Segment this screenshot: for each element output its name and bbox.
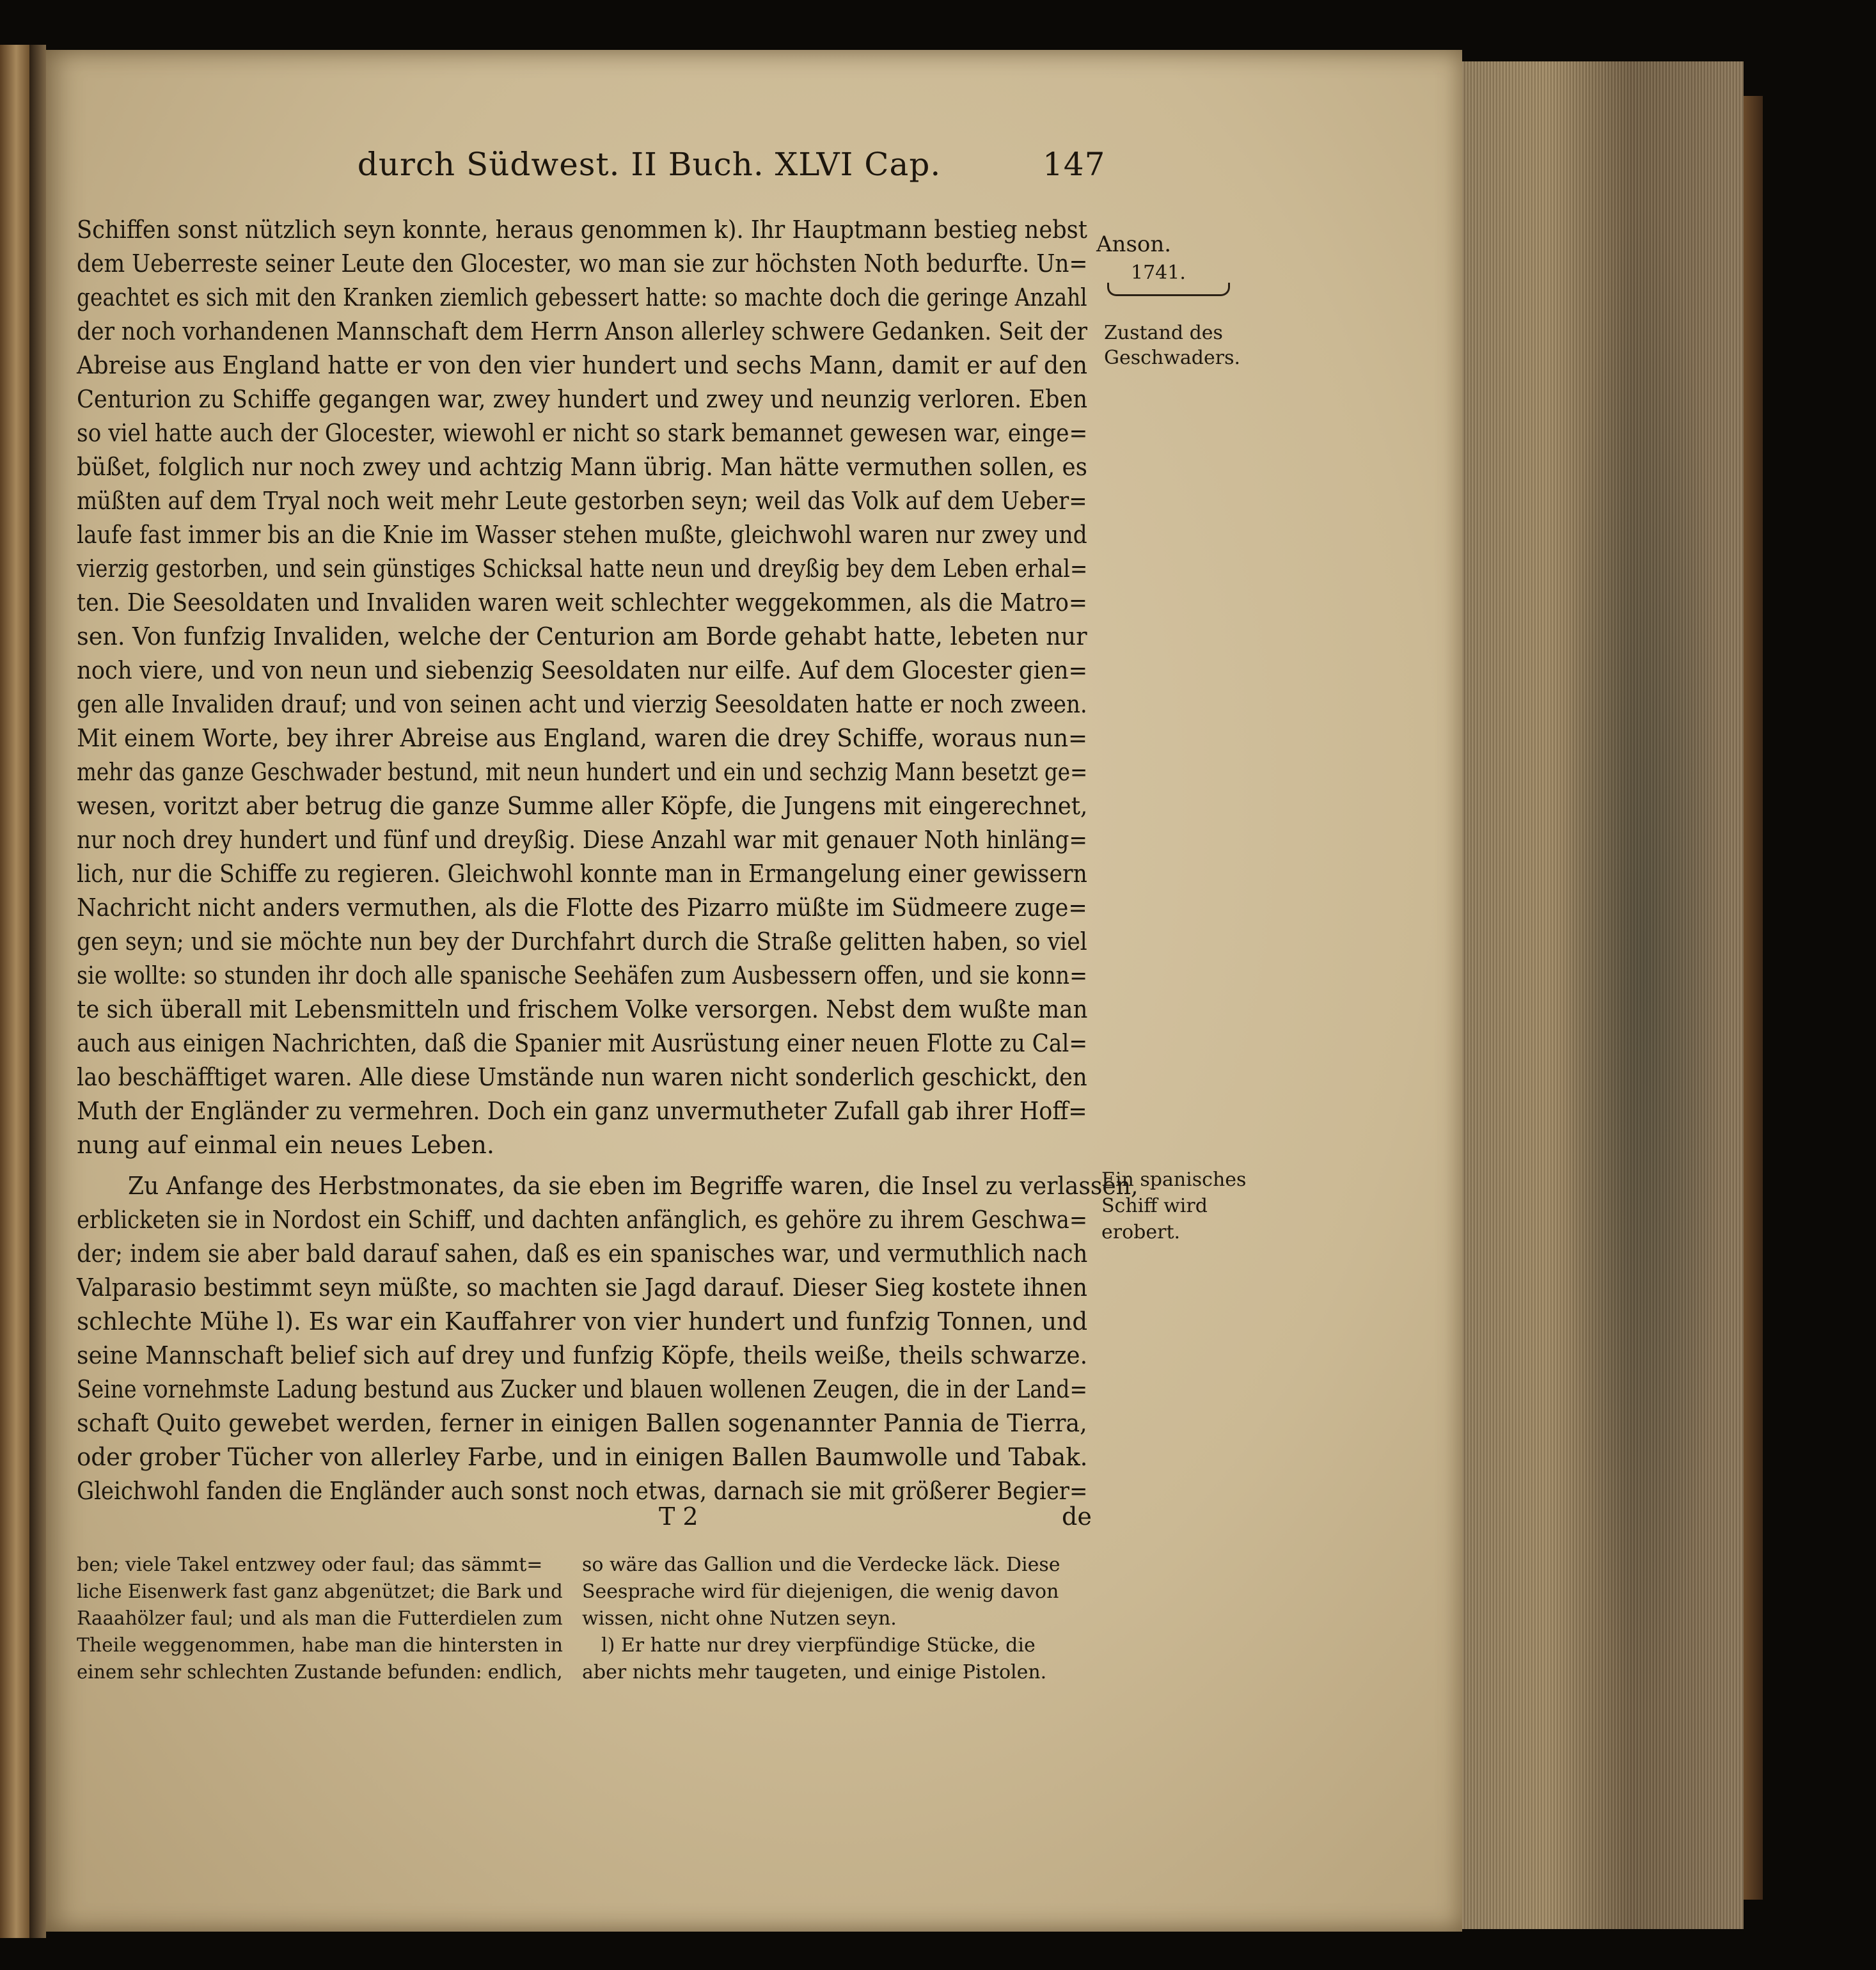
- body-line: vierzig gestorben, und sein günstiges Schicksal hatte neun und dreyßig bey dem Leben erhal=: [77, 555, 1088, 583]
- body-line: ten. Die Seesoldaten und Invaliden waren weit schlechter weggekommen, als die Matro=: [77, 588, 1088, 617]
- margin-note-spanisches: Ein spanisches: [1101, 1169, 1247, 1191]
- body-line: gen seyn; und sie möchte nun bey der Durchfahrt durch die Straße gelitten haben, so viel: [77, 927, 1087, 956]
- body-line: der noch vorhandenen Mannschaft dem Herrn Anson allerley schwere Gedanken. Seit der: [77, 317, 1088, 345]
- body-line: der; indem sie aber bald darauf sahen, daß es ein spanisches war, und vermuthlich nach: [77, 1240, 1088, 1268]
- previous-page-edge: [0, 45, 29, 1938]
- footnote-line: wissen, nicht ohne Nutzen seyn.: [582, 1607, 897, 1630]
- body-line: büßet, folglich nur noch zwey und achtzig Mann übrig. Man hätte vermuthen sollen, es: [77, 453, 1087, 481]
- body-line: Muth der Engländer zu vermehren. Doch ein ganz unvermutheter Zufall gab ihrer Hoff=: [77, 1097, 1087, 1125]
- body-line: erblicketen sie in Nordost ein Schiff, und dachten anfänglich, es gehöre zu ihrem Geschwa=: [77, 1206, 1088, 1234]
- body-line: Seine vornehmste Ladung bestund aus Zucker und blauen wollenen Zeugen, die in der Land=: [77, 1375, 1088, 1403]
- footnote-line: aber nichts mehr taugeten, und einige Pistolen.: [582, 1661, 1047, 1683]
- footnote-line: so wäre das Gallion und die Verdecke läck. Diese: [582, 1554, 1060, 1576]
- margin-note-year: 1741.: [1131, 262, 1186, 284]
- body-line: Nachricht nicht anders vermuthen, als die Flotte des Pizarro müßte im Südmeere zuge=: [77, 894, 1087, 922]
- body-line: sen. Von funfzig Invaliden, welche der Centurion am Borde gehabt hatte, lebeten nur: [77, 622, 1087, 650]
- body-line: gen alle Invaliden drauf; und von seinen acht und vierzig Seesoldaten hatte er noch zween.: [77, 690, 1087, 718]
- body-line: te sich überall mit Lebensmitteln und frischem Volke versorgen. Nebst dem wußte man: [77, 995, 1088, 1023]
- body-line: so viel hatte auch der Glocester, wiewohl er nicht so stark bemannet gewesen war, einge=: [77, 419, 1088, 447]
- margin-note-schiff: Schiff wird: [1101, 1195, 1208, 1217]
- running-title: durch Südwest. II Buch. XLVI Cap.: [357, 146, 942, 183]
- body-line: mehr das ganze Geschwader bestund, mit neun hundert und ein und sechzig Mann besetzt ge=: [77, 758, 1088, 786]
- body-line: lao beschäfftiget waren. Alle diese Umstände nun waren nicht sonderlich geschickt, den: [77, 1063, 1087, 1091]
- catchword: de: [1062, 1502, 1092, 1531]
- body-line: laufe fast immer bis an die Knie im Wasser stehen mußte, gleichwohl waren nur zwey und: [77, 521, 1087, 549]
- body-line: sie wollte: so stunden ihr doch alle spanische Seehäfen zum Ausbessern offen, und sie konn=: [77, 961, 1087, 989]
- body-line: auch aus einigen Nachrichten, daß die Spanier mit Ausrüstung einer neuen Flotte zu Cal=: [77, 1029, 1088, 1057]
- footnote-line: Seesprache wird für diejenigen, die wenig davon: [582, 1580, 1059, 1603]
- body-line: Schiffen sonst nützlich seyn konnte, heraus genommen k). Ihr Hauptmann bestieg nebst: [77, 216, 1087, 244]
- body-line: Gleichwohl fanden die Engländer auch sonst noch etwas, darnach sie mit größerer Begier=: [77, 1477, 1088, 1505]
- body-line: wesen, voritzt aber betrug die ganze Summe aller Köpfe, die Jungens mit eingerechnet,: [77, 792, 1088, 820]
- body-line: schaft Quito gewebet werden, ferner in einigen Ballen sogenannter Pannia de Tierra,: [77, 1409, 1087, 1437]
- footnote-line: Theile weggenommen, habe man die hintersten in: [77, 1634, 563, 1657]
- page-number: 147: [1043, 146, 1106, 183]
- body-line: Zu Anfange des Herbstmonates, da sie eben im Begriffe waren, die Insel zu verlassen,: [128, 1172, 1139, 1200]
- margin-note-erobert: erobert.: [1101, 1221, 1181, 1243]
- body-line: müßten auf dem Tryal noch weit mehr Leute gestorben seyn; weil das Volk auf dem Ueber=: [77, 487, 1087, 515]
- body-line: noch viere, und von neun und siebenzig Seesoldaten nur eilfe. Auf dem Glocester gien=: [77, 656, 1088, 684]
- body-line: nur noch drey hundert und fünf und dreyßig. Diese Anzahl war mit genauer Noth hinläng=: [77, 826, 1088, 854]
- book-cover-edge: [1744, 96, 1763, 1900]
- footnote-line: liche Eisenwerk fast ganz abgenützet; die Bark und: [77, 1580, 563, 1603]
- body-line: Abreise aus England hatte er von den vier hundert und sechs Mann, damit er auf den: [77, 351, 1088, 379]
- body-line: geachtet es sich mit den Kranken ziemlich gebessert hatte: so machte doch die geringe Anzahl: [77, 283, 1087, 311]
- margin-bracket: [1107, 283, 1230, 296]
- body-line: schlechte Mühe l). Es war ein Kauffahrer von vier hundert und funfzig Tonnen, und: [77, 1307, 1088, 1336]
- body-line: nung auf einmal ein neues Leben.: [77, 1131, 494, 1159]
- footnote-line: Raaahölzer faul; und als man die Futterdielen zum: [77, 1607, 563, 1630]
- body-line: oder grober Tücher von allerley Farbe, und in einigen Ballen Baumwolle und Tabak.: [77, 1443, 1088, 1471]
- body-line: Centurion zu Schiffe gegangen war, zwey hundert und zwey und neunzig verloren. Eben: [77, 385, 1088, 413]
- margin-note-zustand: Zustand des: [1104, 322, 1223, 344]
- body-line: Mit einem Worte, bey ihrer Abreise aus England, waren die drey Schiffe, woraus nun=: [77, 724, 1088, 752]
- margin-note-geschwaders: Geschwaders.: [1104, 347, 1241, 369]
- body-line: seine Mannschaft belief sich auf drey und funfzig Köpfe, theils weiße, theils schwarze.: [77, 1341, 1088, 1369]
- margin-note-anson: Anson.: [1096, 232, 1172, 257]
- footnote-line: einem sehr schlechten Zustande befunden: endlich,: [77, 1661, 563, 1683]
- binding-gutter: [29, 45, 46, 1938]
- body-line: Valparasio bestimmt seyn müßte, so machten sie Jagd darauf. Dieser Sieg kostete ihnen: [77, 1273, 1087, 1302]
- body-line: lich, nur die Schiffe zu regieren. Gleichwohl konnte man in Ermangelung einer gewissern: [77, 860, 1087, 888]
- footnote-line: ben; viele Takel entzwey oder faul; das sämmt=: [77, 1554, 543, 1576]
- edge-stain: [1561, 192, 1727, 1727]
- signature-mark: T 2: [659, 1502, 698, 1531]
- body-line: dem Ueberreste seiner Leute den Glocester, wo man sie zur höchsten Noth bedurfte. Un=: [77, 249, 1088, 278]
- footnote-line: l) Er hatte nur drey vierpfündige Stücke, die: [601, 1634, 1036, 1657]
